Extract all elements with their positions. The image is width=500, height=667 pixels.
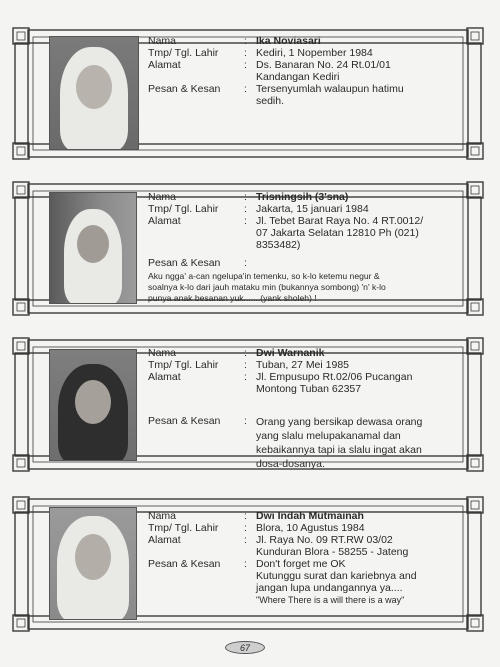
address-label: Alamat — [148, 59, 181, 71]
birth-value: Jakarta, 15 januari 1984 — [256, 203, 369, 215]
page-number: 67 — [225, 641, 265, 654]
student-name: Ika Noviasari — [256, 35, 321, 47]
birth-label: Tmp/ Tgl. Lahir — [148, 203, 219, 215]
portrait-photo — [49, 349, 137, 461]
birth-value: Tuban, 27 Mei 1985 — [256, 359, 350, 371]
birth-value: Blora, 10 Agustus 1984 — [256, 522, 365, 534]
portrait-photo — [49, 192, 137, 304]
student-name: Dwi Indah Mutmainah — [256, 510, 364, 522]
address-label: Alamat — [148, 215, 181, 227]
message-value: Aku ngga' a-can ngelupa'in temenku, so k-lo ketemu negur & soalnya k-lo dari jauh mataku min (bukannya sombong) 'n' k-lo punya anak besanan yuk.......(yank sholeh) ! — [148, 271, 386, 303]
name-label: Nama — [148, 347, 177, 359]
address-value: Jl. Raya No. 09 RT.RW 03/02 Kunduran Blora - 58255 - Jateng — [256, 534, 409, 558]
message-value: Orang yang bersikap dewasa orang yang slalu melupakanamal dan kebaikannya tapi ia slalu ingat akan dosa-dosanya. — [256, 416, 423, 470]
yearbook-entry-4: Nama : Dwi Indah Mutmainah Tmp/ Tgl. Lahir : Blora, 10 Agustus 1984 Alamat : Jl. Raya No. 09 RT.RW 03/02 Kunduran Blora - 58255 - Jateng Pesan & Kesan : Don't forget me OK Kutunggu surat dan kariebnya and jangan lupa undangannya ya.... "Where There is a will there is a way" — [12, 496, 484, 632]
portrait-photo — [49, 507, 137, 620]
address-label: Alamat — [148, 534, 181, 546]
yearbook-entry-1: Nama : Ika Noviasari Tmp/ Tgl. Lahir : Kediri, 1 Nopember 1984 Alamat : Ds. Banaran No. 24 Rt.01/01 Kandangan Kediri Pesan & Kesan : Tersenyumlah walaupun hatimu sedih. — [12, 27, 484, 160]
name-label: Nama — [148, 510, 177, 522]
birth-label: Tmp/ Tgl. Lahir — [148, 522, 219, 534]
portrait-photo — [49, 36, 139, 150]
message-label: Pesan & Kesan — [148, 415, 221, 427]
yearbook-entry-2: Nama : Trisningsih (3'sna) Tmp/ Tgl. Lahir : Jakarta, 15 januari 1984 Alamat : Jl. Tebet Barat Raya No. 4 RT.0012/ 07 Jakarta Selatan 12810 Ph (021) 8353482) Pesan & Kesan : Aku ngga' a-can ngelupa'in temenku, so k-lo ketemu negur & soalnya k-lo dari jauh mataku min (bukannya sombong) 'n' k-lo punya anak besanan yuk.......(yank sholeh) ! — [12, 181, 484, 316]
yearbook-entry-3: Nama : Dwi Warnanik Tmp/ Tgl. Lahir : Tuban, 27 Mei 1985 Alamat : Jl. Empusupo Rt.02/06 Pucangan Montong Tuban 62357 Pesan & Kesan : Orang yang bersikap dewasa orang yang slalu melupakanamal dan kebaikannya tapi ia slalu ingat akan dosa-dosanya. — [12, 337, 484, 472]
message-label: Pesan & Kesan — [148, 257, 221, 269]
birth-label: Tmp/ Tgl. Lahir — [148, 47, 219, 59]
address-value: Ds. Banaran No. 24 Rt.01/01 Kandangan Kediri — [256, 59, 391, 83]
birth-label: Tmp/ Tgl. Lahir — [148, 359, 219, 371]
message-value: Tersenyumlah walaupun hatimu sedih. — [256, 83, 404, 107]
address-value: Jl. Empusupo Rt.02/06 Pucangan Montong Tuban 62357 — [256, 371, 413, 395]
birth-value: Kediri, 1 Nopember 1984 — [256, 47, 373, 59]
address-value: Jl. Tebet Barat Raya No. 4 RT.0012/ 07 Jakarta Selatan 12810 Ph (021) 8353482) — [256, 215, 424, 251]
student-name: Dwi Warnanik — [256, 347, 325, 359]
message-label: Pesan & Kesan — [148, 558, 221, 570]
address-label: Alamat — [148, 371, 181, 383]
student-name: Trisningsih (3'sna) — [256, 191, 349, 203]
message-label: Pesan & Kesan — [148, 83, 221, 95]
message-value: Don't forget me OK Kutunggu surat dan kariebnya and jangan lupa undangannya ya.... "Where There is a will there is a way" — [256, 558, 417, 605]
name-label: Nama — [148, 191, 177, 203]
name-label: Nama — [148, 35, 177, 47]
